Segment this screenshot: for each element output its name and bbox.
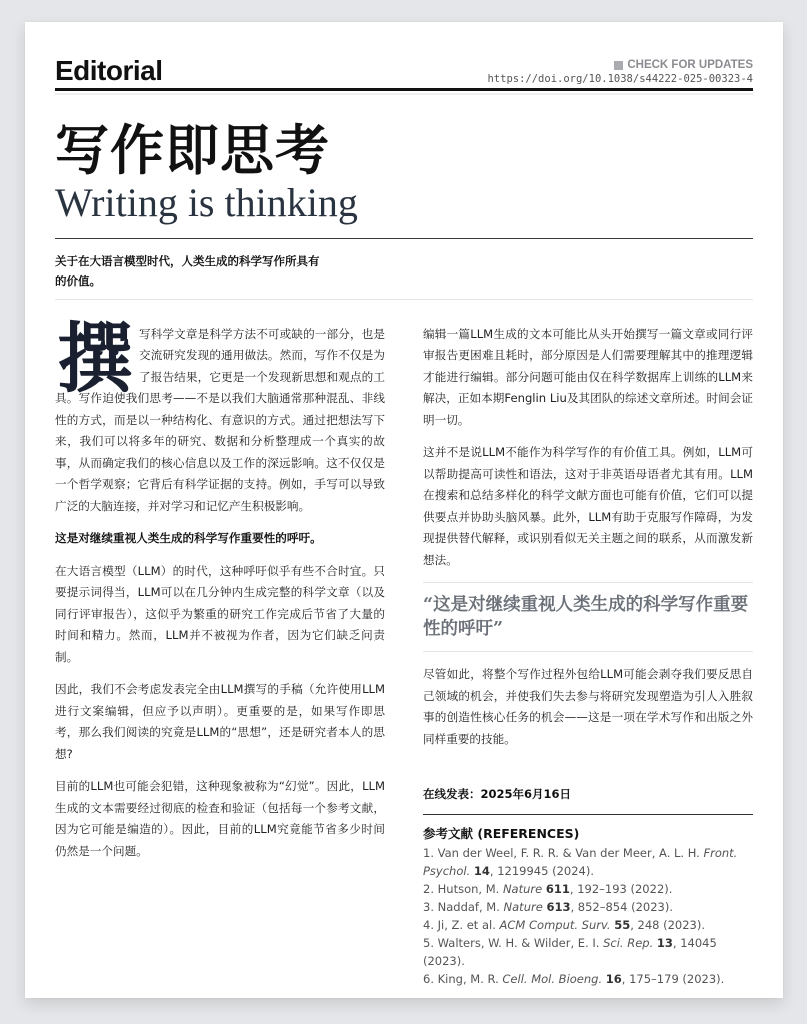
header-meta [487,58,753,86]
body-paragraph-6: 这并不是说LLM不能作为科学写作的有价值工具。例如，LLM可以帮助提高可读性和语法，这对于非英语母语者尤其有用。LLM在搜索和总结多样化的科学文献方面也可能有价值，它们可以提供要点并协助头脑风暴。此外，LLM有助于克服写作障碍，为发现提供替代解释，或识别看似无关主题之间的联系，从而激发新想法。 [423,445,753,567]
header-rule [55,88,753,91]
reference-item[interactable]: 1. Van der Weel, F. R. R. & Van der Meer, A. L. H. Front. Psychol. 14, 1219945 (2024). [423,846,738,878]
standfirst-divider [55,299,753,300]
body-paragraph-5: 编辑一篇LLM生成的文本可能比从头开始撰写一篇文章或同行评审报告更困难且耗时，部分原因是人们需要理解其中的推理逻辑才能进行编辑。部分问题可能由仅在科学数据库上训练的LLM来解决，正如本期Fenglin Liu及其团队的综述文章所述。时间会证明一切。 [423,326,753,427]
article-body [55,313,753,989]
pull-quote-rule-top [423,582,753,583]
update-badge-icon [614,61,623,70]
body-paragraph-4: 目前的LLM也可能会犯错，这种现象被称为“幻觉”。因此，LLM生成的文本需要经过彻底的检查和验证（包括每一个参考文献，因为它可能是编造的）。因此，目前的LLM究竟能节省多少时间仍然是一个问题。 [55,779,385,858]
reference-item[interactable]: 3. Naddaf, M. Nature 613, 852–854 (2023). [423,900,673,914]
title-chinese: 写作即思考 [55,117,330,182]
pull-quote: “这是对继续重视人类生成的科学写作重要性的呼吁” [423,595,749,639]
right-column [423,324,753,989]
title-divider [55,238,753,239]
drop-cap: 撰 [57,313,133,403]
body-paragraph-emphasis: 这是对继续重视人类生成的科学写作重要性的呼吁。 [55,531,322,545]
section-label: Editorial [55,55,163,86]
body-paragraph-7: 尽管如此，将整个写作过程外包给LLM可能会剥夺我们要反思自己领域的机会，并使我们失去参与将研究发现塑造为引人入胜叙事的创造性核心任务的机会——这是一项在学术写作和出版之外同样重要的技能。 [423,667,753,746]
standfirst: 关于在大语言模型时代，人类生成的科学写作所具有的价值。 [55,253,320,288]
reference-item[interactable]: 4. Ji, Z. et al. ACM Comput. Surv. 55, 248 (2023). [423,918,706,932]
drop-cap-box [55,313,137,403]
article-page [25,22,783,998]
check-for-updates-button[interactable] [614,59,753,72]
header-rule-soft [55,93,753,95]
references-list [423,844,753,988]
reference-item[interactable]: 5. Walters, W. H. & Wilder, E. I. Sci. Rep. 13, 14045 (2023). [423,936,717,968]
body-paragraph-3: 因此，我们不会考虑发表完全由LLM撰写的手稿（允许使用LLM进行文案编辑，但应予以声明）。更重要的是，如果写作即思考，那么我们阅读的究竟是LLM的“思想”，还是研究者本人的思想? [55,682,385,761]
check-for-updates-label: CHECK FOR UPDATES [627,59,753,71]
paragraph-text: 写科学文章是科学方法不可或缺的一部分，也是交流研究发现的通用做法。然而，写作不仅是为了报告结果，它更是一个发现新思想和观点的工具。写作迫使我们思考——不是以我们大脑通常那种混乱、非线性的方式，而是以一种结构化、有意识的方式。通过把想法写下来，我们可以将多年的研究、数据和分析整理成一个真实的故事，从而确定我们的核心信息以及工作的深远影响。这不仅仅是一个哲学观察；它背后有科学证据的支持。例如，手写可以导致广泛的大脑连接，并对学习和记忆产生积极影响。 [55,326,385,513]
body-paragraph-1 [55,313,385,518]
published-date: 在线发表：2025年6月16日 [423,787,572,801]
pull-quote-rule-bottom [423,651,753,652]
title-english: Writing is thinking [55,179,358,225]
reference-item[interactable]: 6. King, M. R. Cell. Mol. Bioeng. 16, 175–179 (2023). [423,972,725,986]
date-divider [423,814,753,815]
article-header [55,48,753,86]
reference-item[interactable]: 2. Hutson, M. Nature 611, 192–193 (2022). [423,882,673,896]
references-heading: 参考文献 (REFERENCES) [423,826,580,841]
left-column [55,313,385,989]
doi-link[interactable]: https://doi.org/10.1038/s44222-025-00323-4 [487,73,753,85]
body-paragraph-2: 在大语言模型（LLM）的时代，这种呼吁似乎有些不合时宜。只要提示词得当，LLM可以在几分钟内生成完整的科学文章（以及同行评审报告），这似乎为繁重的研究工作完成后节省了大量的时间和精力。然而，LLM并不被视为作者，因为它们缺乏问责制。 [55,563,385,664]
